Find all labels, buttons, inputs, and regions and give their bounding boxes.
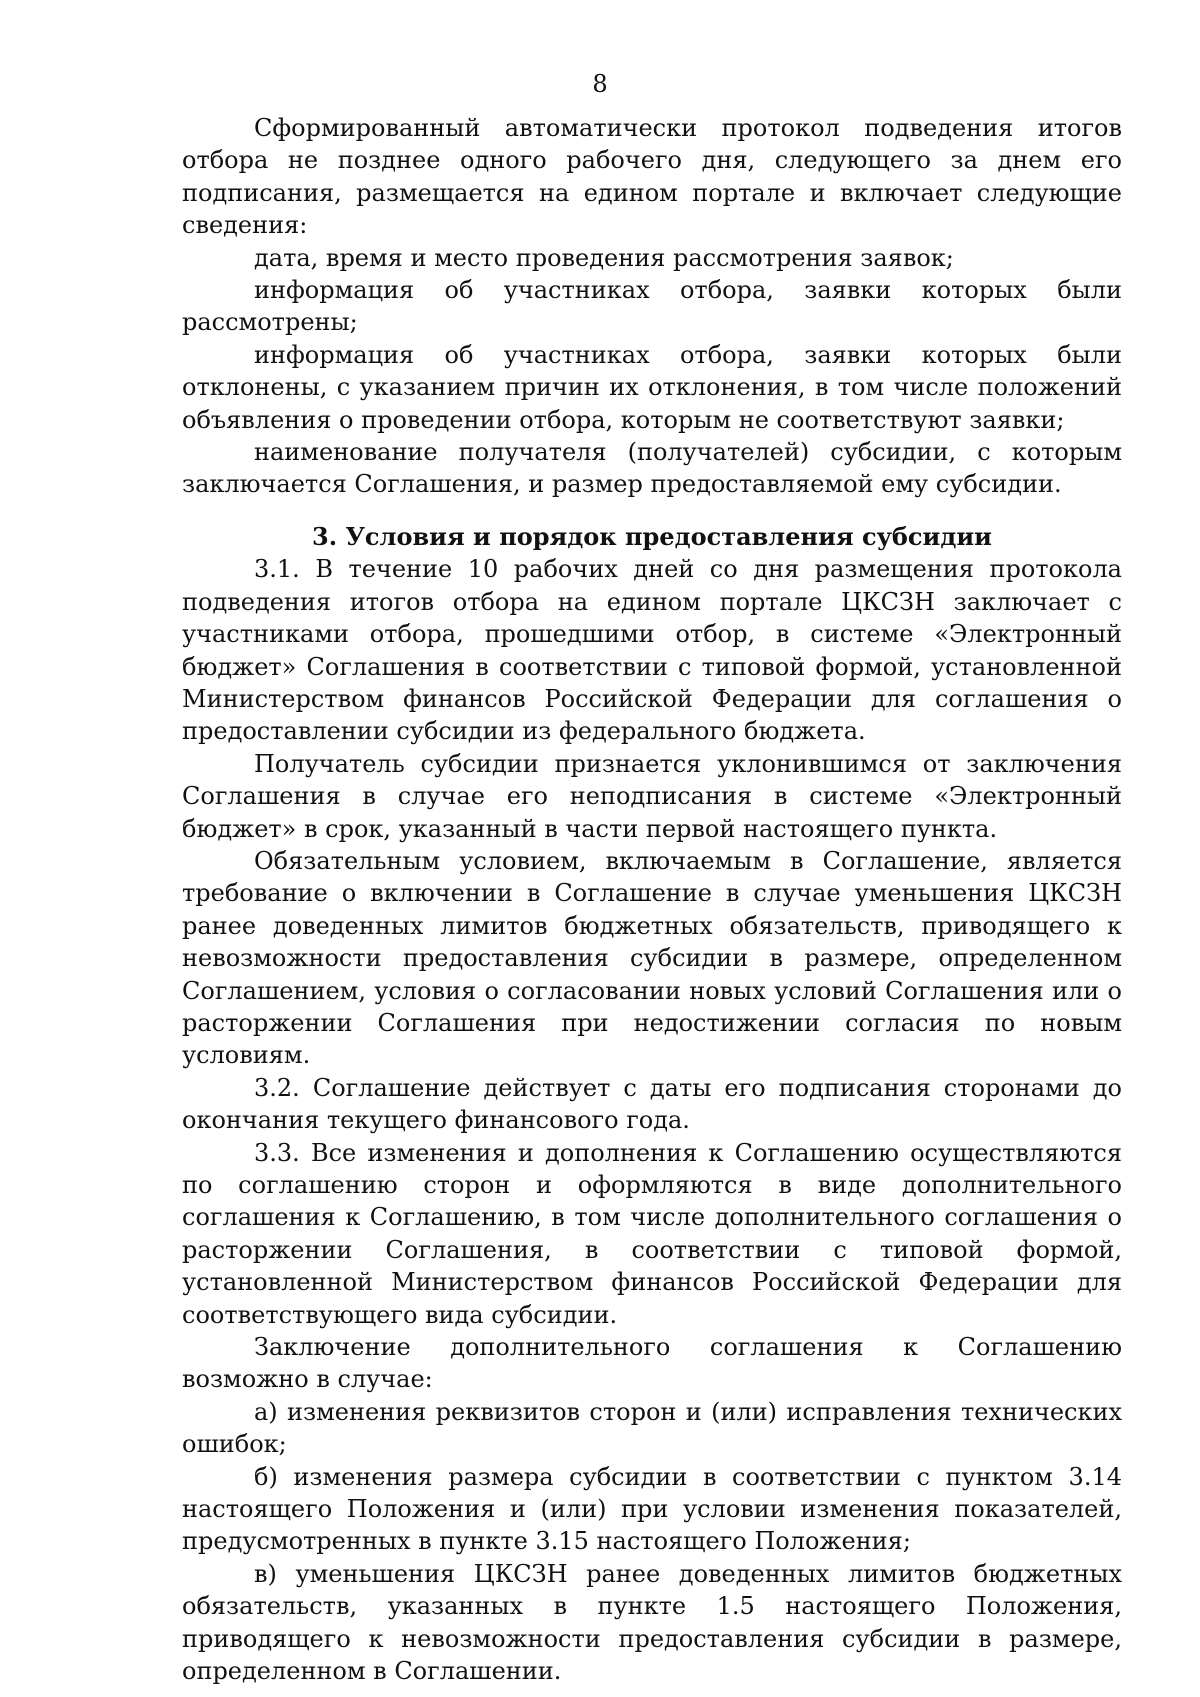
clause-3-1: 3.1. В течение 10 рабочих дней со дня размещения протокола подведения итогов отбора на едином портале ЦКСЗН заключает с участниками отбора, прошедшими отбор, в системе «Электронный бюджет» Соглашения в соответствии с типовой формой, установленной Министерством финансов Российской Федерации для соглашения о предоставлении субсидии из федерального бюджета. bbox=[182, 555, 1122, 746]
list-item: дата, время и место проведения рассмотрения заявок; bbox=[254, 243, 954, 272]
paragraph: Обязательным условием, включаемым в Соглашение, является требование о включении в Соглашение в случае уменьшения ЦКСЗН ранее доведенных лимитов бюджетных обязательств, приводящего к невозможности предоставления субсидии в размере, определенном Соглашением, условия о согласовании новых условий Соглашения или о расторжении Соглашения при недостижении согласия по новым условиям. bbox=[182, 846, 1122, 1070]
list-item-b: б) изменения размера субсидии в соответствии с пунктом 3.14 настоящего Положения и (или) при условии изменения показателей, предусмотренных в пункте 3.15 настоящего Положения; bbox=[182, 1462, 1122, 1556]
page-number: 8 bbox=[592, 70, 608, 98]
section-heading: 3. Условия и порядок предоставления субсидии bbox=[312, 521, 992, 551]
list-item-v: в) уменьшения ЦКСЗН ранее доведенных лимитов бюджетных обязательств, указанных в пункте 1.5 настоящего Положения, приводящего к невозможности предоставления субсидии в размере, определенном в Соглашении. bbox=[182, 1559, 1122, 1686]
clause-3-2: 3.2. Соглашение действует с даты его подписания сторонами до окончания текущего финансового года. bbox=[182, 1073, 1122, 1135]
document-body bbox=[182, 112, 1122, 1688]
paragraph: Сформированный автоматически протокол подведения итогов отбора не позднее одного рабочего дня, следующего за днем его подписания, размещается на едином портале и включает следующие сведения: bbox=[182, 114, 1122, 240]
clause-3-3: 3.3. Все изменения и дополнения к Соглашению осуществляются по соглашению сторон и оформляются в виде дополнительного соглашения к Соглашению, в том числе дополнительного соглашения о расторжении Соглашения, в соответствии с типовой формой, установленной Министерством финансов Российской Федерации для соответствующего вида субсидии. bbox=[182, 1138, 1122, 1329]
paragraph: Заключение дополнительного соглашения к Соглашению возможно в случае: bbox=[182, 1333, 1122, 1394]
list-item: информация об участниках отбора, заявки которых были рассмотрены; bbox=[182, 276, 1122, 337]
paragraph: Получатель субсидии признается уклонившимся от заключения Соглашения в случае его неподписания в системе «Электронный бюджет» в срок, указанный в части первой настоящего пункта. bbox=[182, 749, 1122, 843]
list-item-a: а) изменения реквизитов сторон и (или) исправления технических ошибок; bbox=[182, 1397, 1122, 1459]
list-item: наименование получателя (получателей) субсидии, с которым заключается Соглашения, и размер предоставляемой ему субсидии. bbox=[182, 438, 1122, 499]
list-item: информация об участниках отбора, заявки которых были отклонены, с указанием причин их отклонения, в том числе положений объявления о проведении отбора, которым не соответствуют заявки; bbox=[182, 340, 1122, 434]
